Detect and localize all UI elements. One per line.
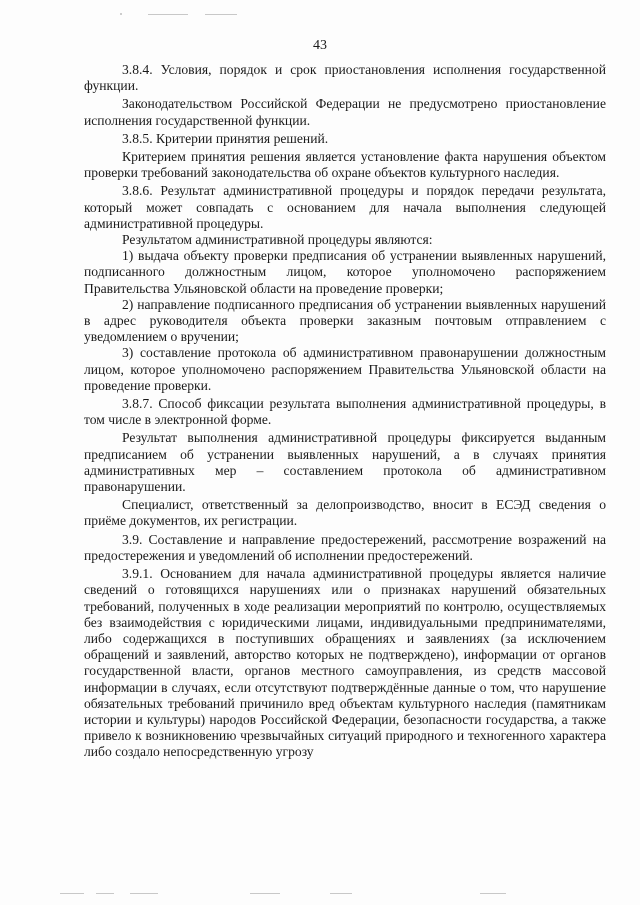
scan-artifact [96,893,114,894]
section-heading: 3.8.4. Условия, порядок и срок приостановления исполнения государственной функции. [84,62,606,94]
section-heading: 3.9. Составление и направление предостережений, рассмотрение возражений на предостережения и уведомлений об исполнении предостережений. [84,531,606,563]
scan-artifact [60,893,84,894]
paragraph: Специалист, ответственный за делопроизводство, вносит в ЕСЭД сведения о приёме документов, их регистрации. [84,497,606,529]
scan-artifact [250,893,280,894]
page-number: 43 [313,38,327,53]
scan-artifact [330,893,352,894]
scan-artifact [130,893,158,894]
section-heading: 3.8.5. Критерии принятия решений. [122,130,329,146]
scan-artifact [205,14,237,15]
paragraph: Критерием принятия решения является установление факта нарушения объектом проверки требований законодательства об охране объектов культурного наследия. [84,149,606,181]
list-item: 1) выдача объекту проверки предписания об устранении выявленных нарушений, подписанного должностным лицом, которое уполномочено распоряжением Правительства Ульяновской области на проведение проверки; [84,248,606,296]
paragraph: Результат выполнения административной процедуры фиксируется выданным предписанием об устранении выявленных нарушений, а в случаях принятия административных мер – составлением протокола об административном правонарушении. [84,430,606,495]
paragraph: Результатом административной процедуры являются: [122,232,433,248]
scan-artifact [148,14,188,15]
section-heading: 3.8.6. Результат административной процедуры и порядок передачи результата, который может совпадать с основанием для начала выполнения следующей административной процедуры. [84,183,606,231]
scan-artifact [480,893,506,894]
document-body [84,62,606,761]
list-item: 3) составление протокола об административном правонарушении должностным лицом, которое уполномочено распоряжением Правительства Ульяновской области на проведение проверки. [84,345,606,393]
section-heading: 3.8.7. Способ фиксации результата выполнения административной процедуры, в том числе в электронной форме. [84,396,606,428]
scan-artifact [120,13,122,15]
paragraph: Законодательством Российской Федерации не предусмотрено приостановление исполнения государственной функции. [84,96,606,128]
list-item: 2) направление подписанного предписания об устранении выявленных нарушений в адрес руководителя объекта проверки заказным почтовым отправлением с уведомлением о вручении; [84,296,606,345]
paragraph: 3.9.1. Основанием для начала административной процедуры является наличие сведений о готовящихся нарушениях или о признаках нарушений обязательных требований, полученных в ходе реализации мероприятий по контролю, осуществляемых без взаимодействия с юридическими лицами, индивидуальными предпринимателями, либо содержащихся в поступивших обращениях и заявлениях (за исключением обращений и заявлений, авторство которых не подтверждено), информации от органов государственной власти, органов местного самоуправления, из средств массовой информации в случаях, если отсутствуют подтверждённые данные о том, что нарушение обязательных требований причинило вред объектам культурного наследия (памятникам истории и культуры) народов Российской Федерации, безопасности государства, а также привело к возникновению чрезвычайных ситуаций природного и техногенного характера либо создало непосредственную угрозу [84,566,606,760]
